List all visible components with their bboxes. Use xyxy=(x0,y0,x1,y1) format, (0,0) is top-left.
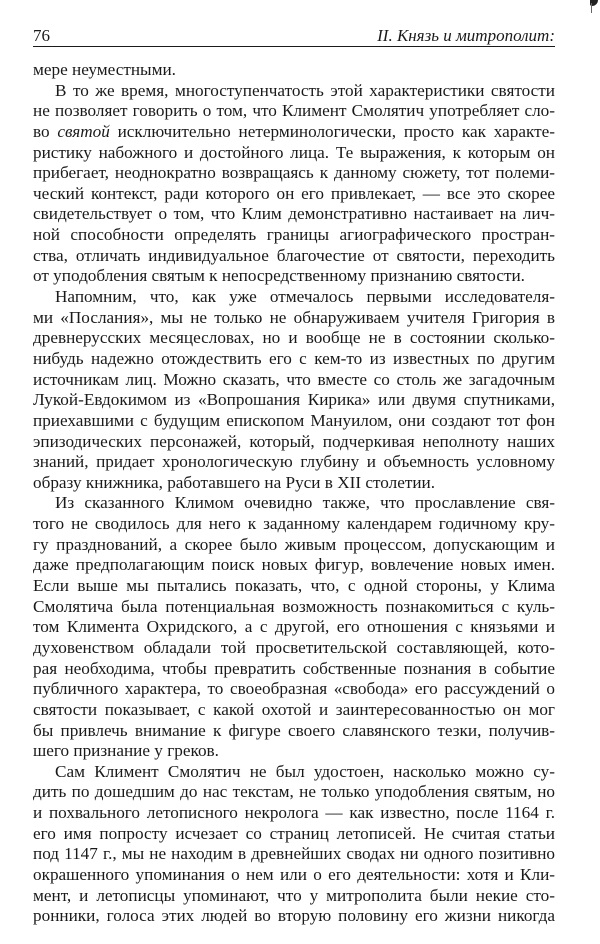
text-line: ронники, голоса этих людей во вторую половину его жизни никогда xyxy=(33,906,555,926)
text-line: святости показывает, с какой охотой и заинтересованностью он мог xyxy=(33,699,555,719)
text-line: публичного характера, то своеобразная «свобода» его рассуждений о xyxy=(33,679,555,699)
text-line: Из сказанного Климом очевидно также, что прославление свя- xyxy=(55,493,555,513)
scan-edge-mark xyxy=(591,3,592,13)
paragraph xyxy=(33,493,555,761)
paragraph xyxy=(33,762,555,927)
text-line: рая необходима, чтобы превратить собственные познания в событие xyxy=(33,658,555,678)
text-line: древнерусских месяцесловах, но и вообще не в состоянии сколько- xyxy=(33,328,555,348)
body-text xyxy=(33,60,555,927)
text-line: и похвального летописного некролога — как известно, после 1164 г. xyxy=(33,803,555,823)
italic-term: святой xyxy=(57,121,110,141)
text-line: от уподобления святым к непосредственному признанию святости. xyxy=(33,266,525,286)
text-line: не позволяет говорить о том, что Климент Смолятич употребляет сло- xyxy=(33,101,555,121)
paragraph xyxy=(33,81,555,287)
text-line: эпизодических персонажей, который, подчеркивая неполноту наших xyxy=(33,431,555,451)
text-line: Напомним, что, как уже отмечалось первыми исследователя- xyxy=(55,287,555,307)
text-line: прибегает, неоднократно возвращаясь к данному сюжету, тот полеми- xyxy=(33,163,555,183)
text-line: бы привлечь внимание к фигуре своего славянского тезки, получив- xyxy=(33,720,555,740)
text-line: ческий контекст, ради которого он его привлекает, — все это скорее xyxy=(33,183,555,203)
text-line: Если выше мы пытались показать, что, с одной стороны, у Клима xyxy=(33,576,555,596)
text-line: дить по дошедшим до нас текстам, не только уподобления святым, но xyxy=(33,782,555,802)
paragraph xyxy=(33,287,555,493)
text-line: Лукой-Евдокимом из «Вопрошания Кирика» или двумя спутниками, xyxy=(33,390,555,410)
text-line: ми «Послания», мы не только не обнаруживаем учителя Григория в xyxy=(33,307,555,327)
page-number: 76 xyxy=(33,26,50,45)
text-line: под 1147 г., мы не находим в древнейших сводах ни одного позитивно xyxy=(33,844,555,864)
text-line: свидетельствует о том, что Клим демонстративно настаивает на лич- xyxy=(33,204,555,224)
text-line: мере неуместными. xyxy=(33,60,176,79)
text-line: образу книжника, работавшего на Руси в XII столетии. xyxy=(33,472,436,492)
text-line: Сам Климент Смолятич не был удостоен, насколько можно су- xyxy=(55,761,555,781)
text-line: нибудь надежно отождествить его с кем-то из известных по другим xyxy=(33,348,555,368)
text-line: В то же время, многоступенчатость этой характеристики святости xyxy=(55,80,555,100)
running-header xyxy=(33,26,555,47)
text-line: приехавшими с будущим епископом Мануилом, они создают тот фон xyxy=(33,410,555,430)
text-line: ристику набожного и достойного лица. Те выражения, к которым он xyxy=(33,142,555,162)
text-line: того не сводилось для него к заданному календарем годичному кру- xyxy=(33,514,555,534)
text-line: источникам лиц. Можно сказать, что вместе со столь же загадочным xyxy=(33,369,555,389)
paragraph xyxy=(33,60,555,81)
text-line: Смолятича была потенциальная возможность познакомиться с куль- xyxy=(33,596,555,616)
text-line: том Климента Охридского, а с другой, его отношения с князьями и xyxy=(33,617,555,637)
text-line: его имя попросту исчезает со страниц летописей. Не считая статьи xyxy=(33,823,555,843)
text-line: шего признание у греков. xyxy=(33,741,219,761)
text-line: во святой исключительно нетерминологически, просто как характе- xyxy=(33,121,555,141)
text-line: мент, и летописцы упоминают, что у митрополита были некие сто- xyxy=(33,885,555,905)
text-line: окрашенного упоминания о нем или о его деятельности: хотя и Кли- xyxy=(33,864,555,884)
running-title: II. Князь и митрополит: xyxy=(377,26,555,45)
text-line: ной способности определять границы агиографического простран- xyxy=(33,225,555,245)
text-line: знаний, придает хронологическую глубину и объемность условному xyxy=(33,452,555,472)
text-line: ства, отличать индивидуальное благочестие от святости, переходить xyxy=(33,245,555,265)
text-line: даже предполагающим поиск новых фигур, вовлечение новых имен. xyxy=(33,555,555,575)
text-line: духовенством обладали той просветительской составляющей, кото- xyxy=(33,637,555,657)
text-line: гу празднований, а скорее было живым процессом, допускающим и xyxy=(33,534,555,554)
